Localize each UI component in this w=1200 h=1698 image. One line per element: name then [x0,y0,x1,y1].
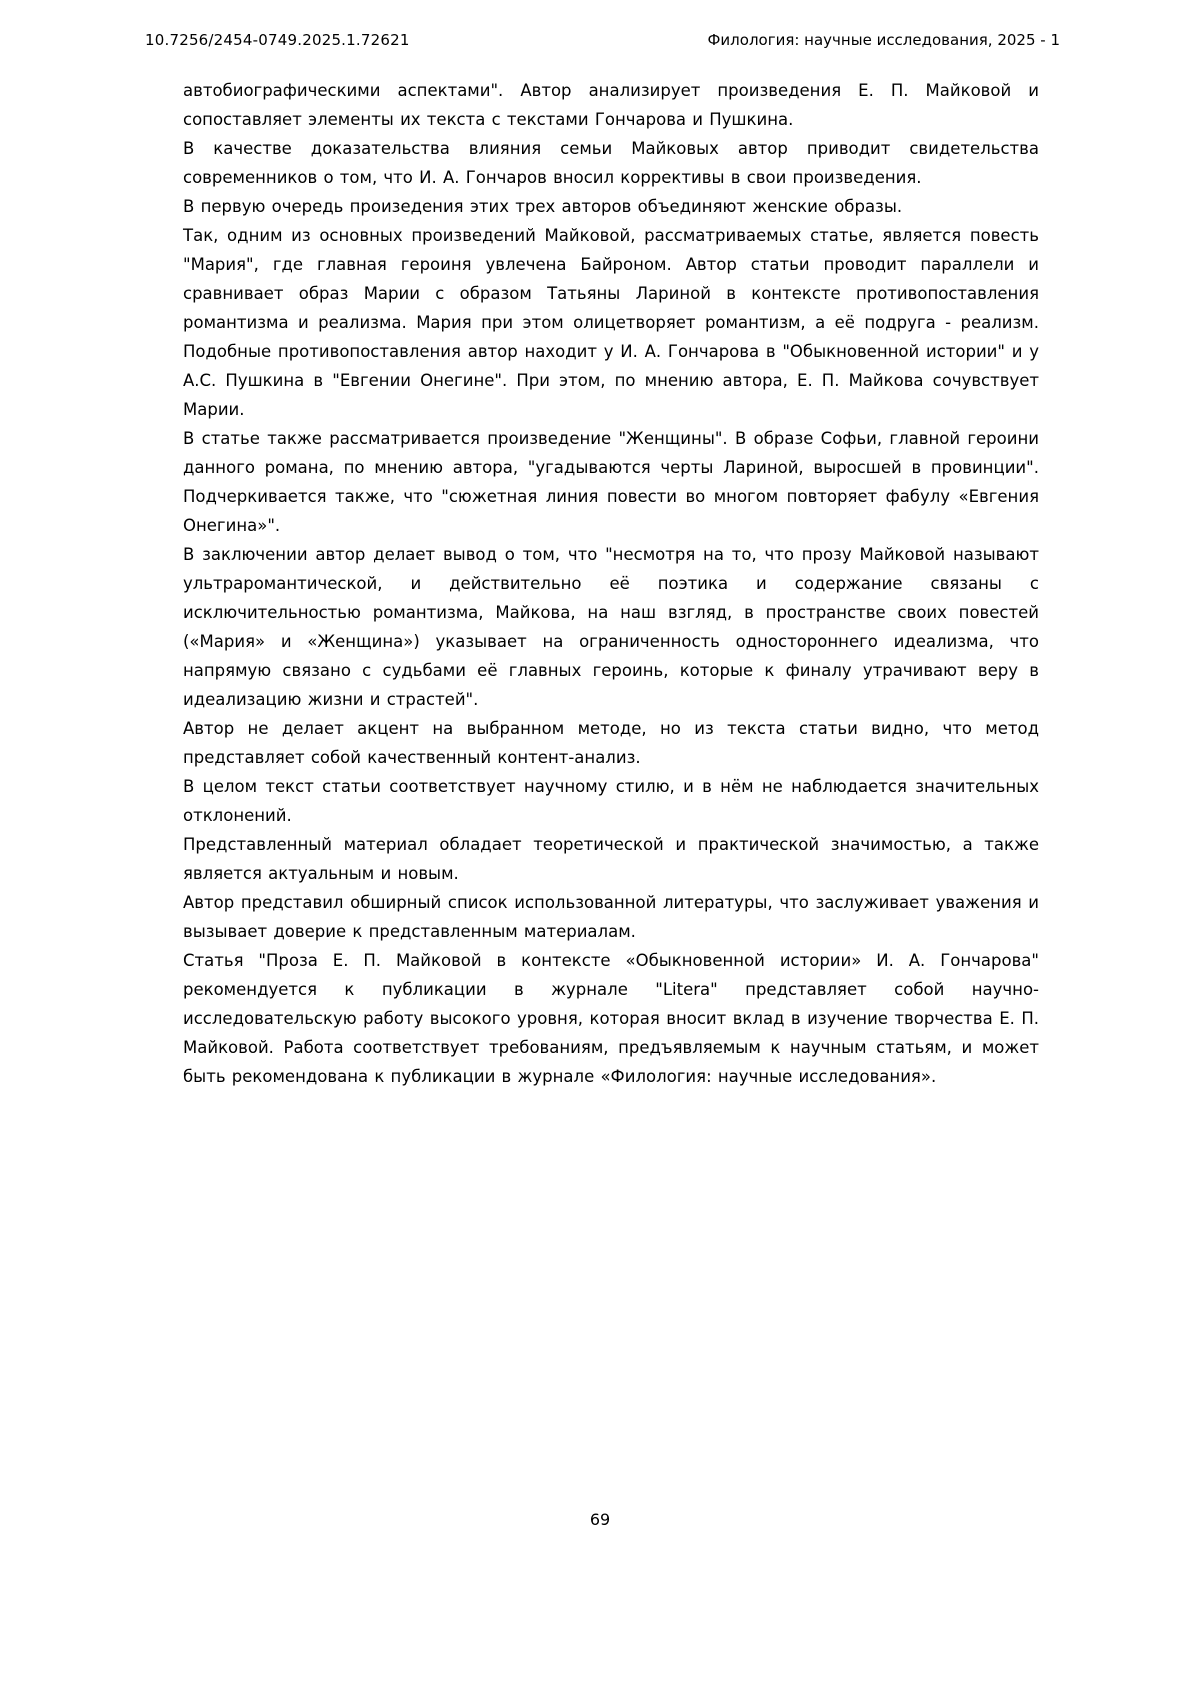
page-header [145,30,1060,50]
journal-title: Филология: научные исследования, 2025 - 1 [707,31,1060,49]
paragraph: Статья "Проза Е. П. Майковой в контексте «Обыкновенной истории» И. А. Гончарова" рекомендуется к публикации в журнале "Litera" представляет собой научно-исследовательскую работу высокого уровня, которая вносит вклад в изучение творчества Е. П. Майковой. Работа соответствует требованиям, предъявляемым к научным статьям, и может быть рекомендована к публикации в журнале «Филология: научные исследования». [183,951,1039,1086]
paragraph: В статье также рассматривается произведение "Женщины". В образе Софьи, главной героини данного романа, по мнению автора, "угадываются черты Лариной, выросшей в провинции". Подчеркивается также, что "сюжетная линия повести во многом повторяет фабулу «Евгения Онегина»". [183,429,1039,535]
doi-text: 10.7256/2454-0749.2025.1.72621 [145,31,410,49]
paragraph: Автор не делает акцент на выбранном методе, но из текста статьи видно, что метод представляет собой качественный контент-анализ. [183,719,1039,767]
paragraph: В качестве доказательства влияния семьи Майковых автор приводит свидетельства современников о том, что И. А. Гончаров вносил коррективы в свои произведения. [183,139,1039,187]
paragraph: Представленный материал обладает теоретической и практической значимостью, а также является актуальным и новым. [183,835,1039,883]
paragraph: В целом текст статьи соответствует научному стилю, и в нём не наблюдается значительных отклонений. [183,777,1039,825]
paragraph: автобиографическими аспектами". Автор анализирует произведения Е. П. Майковой и сопоставляет элементы их текста с текстами Гончарова и Пушкина. [183,81,1039,129]
paragraph: Так, одним из основных произведений Майковой, рассматриваемых статье, является повесть "Мария", где главная героиня увлечена Байроном. Автор статьи проводит параллели и сравнивает образ Марии с образом Татьяны Лариной в контексте противопоставления романтизма и реализма. Мария при этом олицетворяет романтизм, а её подруга - реализм. Подобные противопоставления автор находит у И. А. Гончарова в "Обыкновенной истории" и у А.С. Пушкина в "Евгении Онегине". При этом, по мнению автора, Е. П. Майкова сочувствует Марии. [183,226,1039,419]
paragraph: Автор представил обширный список использованной литературы, что заслуживает уважения и вызывает доверие к представленным материалам. [183,893,1039,941]
paragraph: В заключении автор делает вывод о том, что "несмотря на то, что прозу Майковой называют ультраромантической, и действительно её поэтика и содержание связаны с исключительностью романтизма, Майкова, на наш взгляд, в пространстве своих повестей («Мария» и «Женщина») указывает на ограниченность одностороннего идеализма, что напрямую связано с судьбами её главных героинь, которые к финалу утрачивают веру в идеализацию жизни и страстей". [183,545,1039,709]
article-body [183,76,1039,1091]
paragraph: В первую очередь произедения этих трех авторов объединяют женские образы. [183,197,903,216]
page-footer [0,1510,1200,1529]
page-number: 69 [589,1510,611,1529]
